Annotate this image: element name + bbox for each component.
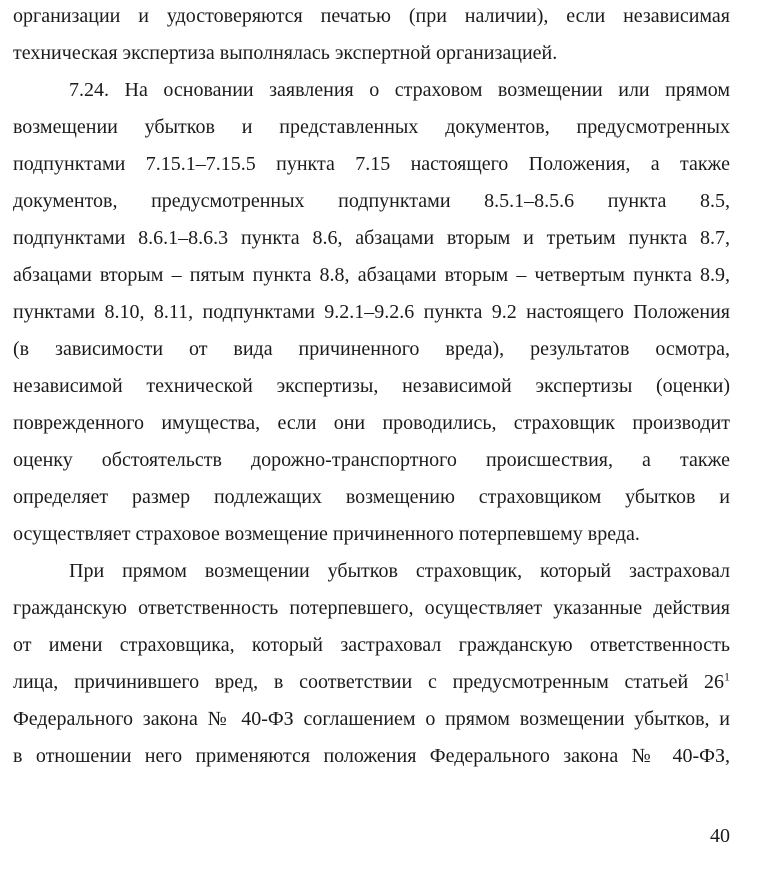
text-line: При прямом возмещении убытков страховщик, который застраховал (69, 560, 730, 582)
text-line-clause-7-24: 7.24. На основании заявления о страховом возмещении или прямом (69, 79, 730, 101)
text-line: от имени страховщика, который застраховал гражданскую ответственность (13, 634, 730, 656)
text-line: подпунктами 8.6.1–8.6.3 пункта 8.6, абзацами вторым и третьим пункта 8.7, (13, 227, 730, 249)
text-line: пунктами 8.10, 8.11, подпунктами 9.2.1–9.2.6 пункта 9.2 настоящего Положения (13, 301, 730, 323)
document-text (13, 0, 730, 775)
text-line: определяет размер подлежащих возмещению страховщиком убытков и (13, 486, 730, 508)
text-line: документов, предусмотренных подпунктами 8.5.1–8.5.6 пункта 8.5, (13, 190, 730, 212)
text-line: возмещении убытков и представленных документов, предусмотренных (13, 116, 730, 138)
text-line: независимой технической экспертизы, независимой экспертизы (оценки) (13, 375, 730, 397)
text-line: (в зависимости от вида причиненного вреда), результатов осмотра, (13, 338, 730, 360)
text-line: поврежденного имущества, если они проводились, страховщик производит (13, 412, 730, 434)
text-line: оценку обстоятельств дорожно-транспортного происшествия, а также (13, 449, 730, 471)
text-line: Федерального закона № 40-ФЗ соглашением о прямом возмещении убытков, и (13, 708, 730, 730)
text-line: абзацами вторым – пятым пункта 8.8, абзацами вторым – четвертым пункта 8.9, (13, 264, 730, 286)
text-line: подпунктами 7.15.1–7.15.5 пункта 7.15 настоящего Положения, а также (13, 153, 730, 175)
page-number: 40 (710, 825, 730, 847)
text-line: техническая экспертиза выполнялась экспертной организацией. (13, 42, 558, 64)
text-line: в отношении него применяются положения Федерального закона № 40-ФЗ, (13, 745, 730, 767)
text-line: гражданскую ответственность потерпевшего, осуществляет указанные действия (13, 597, 730, 619)
text-line: организации и удостоверяются печатью (при наличии), если независимая (13, 5, 730, 27)
text-line: осуществляет страховое возмещение причиненного потерпевшему вреда. (13, 523, 640, 545)
text-line-with-superscript (13, 664, 730, 701)
text-line-main: лица, причинившего вред, в соответствии с предусмотренным статьей 26 (13, 671, 724, 693)
footnote-reference-superscript: 1 (724, 669, 730, 684)
